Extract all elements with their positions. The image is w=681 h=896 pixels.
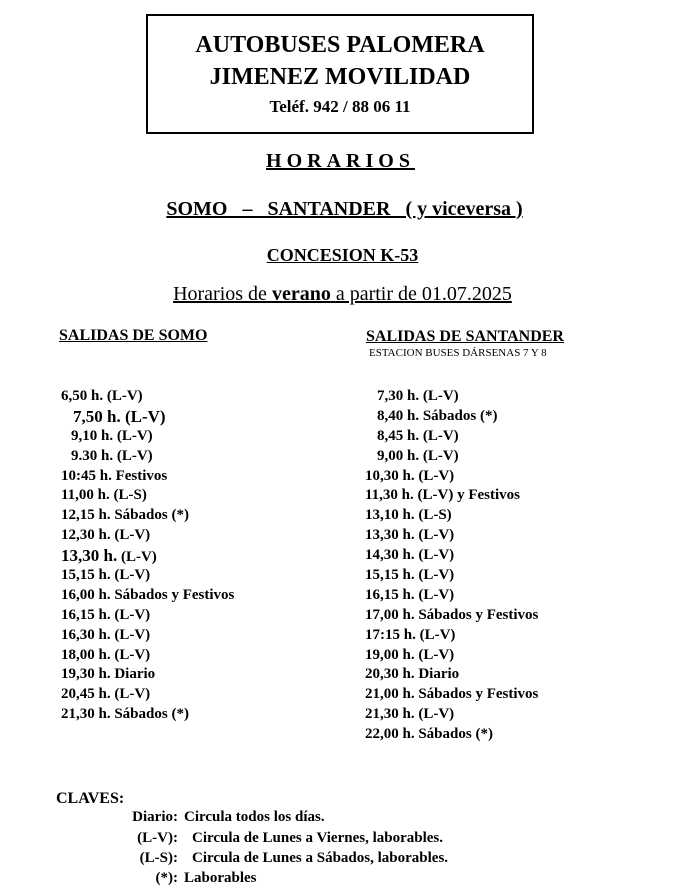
departure-label: (L-V) (116, 447, 153, 464)
route-note: ( y viceversa ) (405, 198, 523, 220)
season-bold: verano (271, 283, 331, 305)
santander-subheading: ESTACION BUSES DÁRSENAS 7 Y 8 (369, 347, 547, 359)
departure-label: (L-V) (116, 427, 153, 444)
departure-time: 19,00 h. (365, 646, 415, 663)
departure-label: Sábados y Festivos (114, 586, 235, 603)
departure-time: 13,10 h. (365, 507, 415, 524)
departure-label: (L-V) (114, 527, 151, 544)
list-item (61, 586, 234, 606)
list-item (365, 626, 538, 646)
list-item (61, 626, 234, 646)
list-item (61, 566, 234, 586)
departure-time: 11,00 h. (61, 487, 110, 504)
list-item (61, 685, 234, 705)
list-item (61, 387, 234, 407)
list-item (365, 387, 538, 407)
season-prefix: Horarios de (173, 283, 267, 305)
departure-label: Sábados (*) (418, 726, 493, 743)
key-code: (L-S): (139, 850, 178, 866)
departure-time: 16,15 h. (61, 606, 111, 623)
departure-label: (L-V) (418, 467, 455, 484)
departure-label: Sábados (*) (114, 507, 189, 524)
departure-label: (L-S) (418, 507, 452, 524)
departure-time: 12,30 h. (61, 527, 111, 544)
departure-label: Sábados y Festivos (418, 686, 539, 703)
departure-time: 15,15 h. (61, 567, 111, 584)
list-item (365, 725, 538, 745)
departure-time: 13,30 h. (61, 546, 118, 566)
list-item (61, 546, 234, 566)
departure-label: (L-V) (418, 706, 455, 723)
departure-label: (L-V) (114, 686, 151, 703)
departure-time: 19,30 h. (61, 666, 111, 683)
list-item (365, 546, 538, 566)
departure-time: 18,00 h. (61, 646, 111, 663)
departure-label: Sábados (*) (114, 706, 189, 723)
list-item (365, 665, 538, 685)
list-item (61, 407, 234, 427)
list-item (61, 427, 234, 447)
route-dash: – (242, 198, 253, 220)
list-item (365, 586, 538, 606)
list-item (61, 526, 234, 546)
departure-label: (L-V) (418, 527, 455, 544)
departure-label: (L-V) (418, 586, 455, 603)
departure-label: (L-V) (422, 388, 459, 404)
list-item (365, 646, 538, 666)
departure-time: 21,00 h. (365, 686, 415, 703)
key-text: Laborables (184, 870, 257, 886)
departure-label: (L-V) y Festivos (417, 487, 520, 504)
key-code: (*): (155, 870, 178, 886)
departure-label: (L-V) (422, 427, 459, 444)
list-item (61, 705, 234, 725)
list-item (365, 566, 538, 586)
departure-time: 17:15 h. (365, 626, 416, 643)
departure-time: 7,30 h. (377, 388, 420, 404)
departure-time: 12,15 h. (61, 507, 111, 524)
key-code: Diario: (132, 809, 178, 825)
departure-label: (L-S) (113, 487, 147, 504)
santander-departures (365, 387, 538, 745)
page-title: HORARIOS (266, 150, 415, 172)
departure-label: (L-V) (106, 388, 143, 404)
departure-label: Diario (418, 666, 460, 683)
departure-time: 9,00 h. (377, 447, 420, 464)
departure-time: 6,50 h. (61, 388, 104, 404)
key-text: Circula todos los días. (184, 809, 325, 825)
departure-time: 15,15 h. (365, 567, 415, 584)
departure-time: 10,30 h. (365, 467, 415, 484)
list-item (365, 526, 538, 546)
departure-label: (L-V) (418, 547, 455, 564)
list-item (61, 506, 234, 526)
departure-time: 20,30 h. (365, 666, 415, 683)
key-text: Circula de Lunes a Viernes, laborables. (192, 830, 443, 846)
departure-time: 14,30 h. (365, 547, 415, 564)
departure-label: (L-V) (124, 406, 166, 426)
list-item (365, 486, 538, 506)
season-line (2, 283, 681, 306)
departure-time: 22,00 h. (365, 726, 415, 743)
departure-label: (L-V) (120, 549, 157, 566)
route-to: SANTANDER (267, 198, 391, 220)
departure-label: (L-V) (114, 606, 151, 623)
departure-time: 9.30 h. (71, 447, 114, 464)
somo-departures (61, 387, 234, 725)
departure-time: 13,30 h. (365, 527, 415, 544)
list-item (61, 606, 234, 626)
somo-heading: SALIDAS DE SOMO (59, 327, 208, 344)
departure-label: Festivos (115, 467, 168, 484)
list-item (365, 506, 538, 526)
key-text: Circula de Lunes a Sábados, laborables. (192, 850, 449, 866)
departure-label: Sábados (*) (422, 407, 498, 424)
departure-label: (L-V) (419, 626, 456, 643)
route-from: SOMO (166, 198, 228, 220)
departure-time: 16,00 h. (61, 586, 111, 603)
list-item (365, 447, 538, 467)
list-item (61, 447, 234, 467)
season-suffix: a partir de 01.07.2025 (335, 283, 512, 305)
departure-time: 8,45 h. (377, 427, 420, 444)
list-item (365, 407, 538, 427)
departure-time: 7,50 h. (73, 406, 121, 426)
departure-label: Diario (114, 666, 156, 683)
departure-time: 17,00 h. (365, 606, 415, 623)
departure-time: 20,45 h. (61, 686, 111, 703)
departure-time: 16,30 h. (61, 626, 111, 643)
departure-time: 11,30 h. (365, 487, 414, 504)
departure-time: 9,10 h. (71, 427, 114, 444)
list-item (365, 467, 538, 487)
keys-heading: CLAVES: (56, 790, 125, 807)
departure-time: 10:45 h. (61, 467, 112, 484)
list-item (365, 685, 538, 705)
departure-label: (L-V) (114, 567, 151, 584)
departure-label: (L-V) (422, 447, 459, 464)
departure-label: (L-V) (418, 646, 455, 663)
list-item (61, 646, 234, 666)
phone-number: Teléf. 942 / 88 06 11 (269, 97, 411, 116)
company-name-line2: JIMENEZ MOVILIDAD (209, 64, 471, 90)
list-item (61, 467, 234, 487)
departure-time: 16,15 h. (365, 586, 415, 603)
departure-time: 21,30 h. (365, 706, 415, 723)
list-item (61, 665, 234, 685)
departure-label: (L-V) (114, 626, 151, 643)
header-box (146, 14, 534, 134)
company-name-line1: AUTOBUSES PALOMERA (195, 32, 485, 58)
santander-heading: SALIDAS DE SANTANDER (366, 328, 564, 345)
departure-time: 8,40 h. (377, 407, 420, 424)
key-code: (L-V): (137, 830, 178, 846)
list-item (365, 705, 538, 725)
list-item (61, 486, 234, 506)
departure-label: (L-V) (114, 646, 151, 663)
concession-label: CONCESION K-53 (266, 245, 419, 265)
departure-time: 21,30 h. (61, 706, 111, 723)
list-item (365, 606, 538, 626)
departure-label: (L-V) (418, 567, 455, 584)
departure-label: Sábados y Festivos (418, 606, 539, 623)
list-item (365, 427, 538, 447)
route-title (4, 198, 681, 221)
